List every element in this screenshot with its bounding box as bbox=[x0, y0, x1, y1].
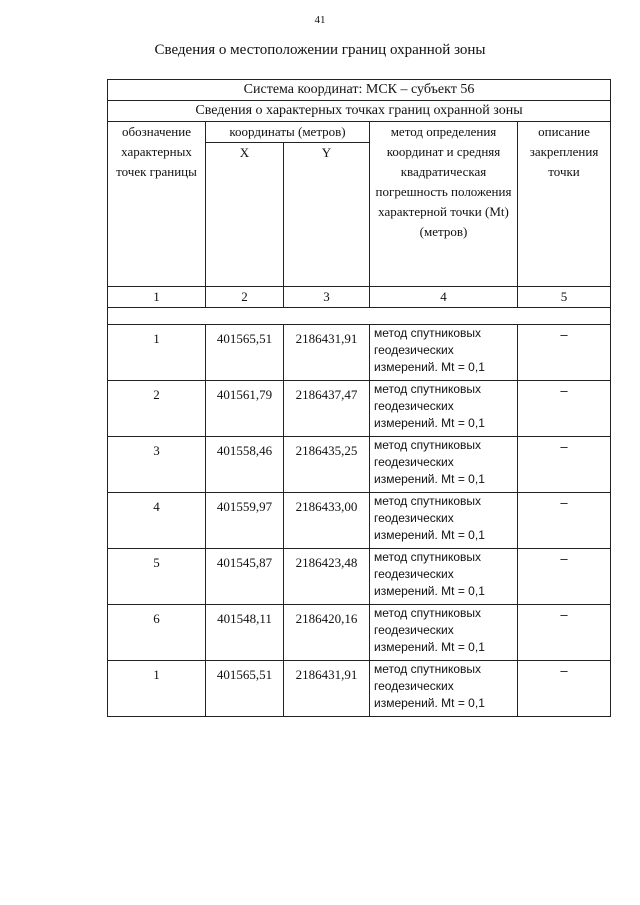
table-row bbox=[108, 493, 611, 549]
description-cell: – bbox=[518, 549, 611, 605]
method-cell: метод спутниковых геодезических измерений. Mt = 0,1 bbox=[370, 549, 518, 605]
y-cell: 2186435,25 bbox=[284, 437, 370, 493]
column-numbers-row bbox=[108, 287, 611, 308]
page-number: 41 bbox=[314, 14, 326, 26]
description-cell: – bbox=[518, 605, 611, 661]
coordinate-system-label: Система координат: МСК – субъект 56 bbox=[108, 80, 611, 101]
header-description: описание закрепления точки bbox=[518, 122, 611, 287]
section-row bbox=[108, 101, 611, 122]
description-cell: – bbox=[518, 493, 611, 549]
x-cell: 401548,11 bbox=[206, 605, 284, 661]
table-row bbox=[108, 549, 611, 605]
column-number: 1 bbox=[108, 287, 206, 308]
y-cell: 2186420,16 bbox=[284, 605, 370, 661]
header-y: Y bbox=[284, 143, 370, 287]
point-cell: 2 bbox=[108, 381, 206, 437]
point-cell: 6 bbox=[108, 605, 206, 661]
x-cell: 401561,79 bbox=[206, 381, 284, 437]
table-row bbox=[108, 437, 611, 493]
x-cell: 401559,97 bbox=[206, 493, 284, 549]
x-cell: 401565,51 bbox=[206, 325, 284, 381]
point-cell: 1 bbox=[108, 325, 206, 381]
coordinates-table bbox=[107, 79, 611, 717]
method-cell: метод спутниковых геодезических измерений. Mt = 0,1 bbox=[370, 493, 518, 549]
point-cell: 4 bbox=[108, 493, 206, 549]
y-cell: 2186431,91 bbox=[284, 325, 370, 381]
table-row bbox=[108, 661, 611, 717]
point-cell: 3 bbox=[108, 437, 206, 493]
column-number: 3 bbox=[284, 287, 370, 308]
coordinate-system-row bbox=[108, 80, 611, 101]
x-cell: 401565,51 bbox=[206, 661, 284, 717]
blank-row bbox=[108, 308, 611, 325]
y-cell: 2186431,91 bbox=[284, 661, 370, 717]
description-cell: – bbox=[518, 381, 611, 437]
method-cell: метод спутниковых геодезических измерений. Mt = 0,1 bbox=[370, 325, 518, 381]
header-x: X bbox=[206, 143, 284, 287]
method-cell: метод спутниковых геодезических измерений. Mt = 0,1 bbox=[370, 437, 518, 493]
x-cell: 401558,46 bbox=[206, 437, 284, 493]
column-number: 4 bbox=[370, 287, 518, 308]
y-cell: 2186433,00 bbox=[284, 493, 370, 549]
column-number: 5 bbox=[518, 287, 611, 308]
point-cell: 5 bbox=[108, 549, 206, 605]
section-label: Сведения о характерных точках границ охранной зоны bbox=[108, 101, 611, 122]
description-cell: – bbox=[518, 325, 611, 381]
header-coordinates: координаты (метров) bbox=[206, 122, 370, 143]
page-title: Сведения о местоположении границ охранной зоны bbox=[154, 42, 486, 58]
table-row bbox=[108, 381, 611, 437]
table-row bbox=[108, 605, 611, 661]
x-cell: 401545,87 bbox=[206, 549, 284, 605]
description-cell: – bbox=[518, 661, 611, 717]
table-row bbox=[108, 325, 611, 381]
method-cell: метод спутниковых геодезических измерений. Mt = 0,1 bbox=[370, 661, 518, 717]
header-row bbox=[108, 122, 611, 143]
header-method: метод определения координат и средняя квадратическая погрешность положения характерной точки (Mt) (метров) bbox=[370, 122, 518, 287]
blank-cell bbox=[108, 308, 611, 325]
column-number: 2 bbox=[206, 287, 284, 308]
description-cell: – bbox=[518, 437, 611, 493]
header-point-designation: обозначение характерных точек границы bbox=[108, 122, 206, 287]
method-cell: метод спутниковых геодезических измерений. Mt = 0,1 bbox=[370, 381, 518, 437]
method-cell: метод спутниковых геодезических измерений. Mt = 0,1 bbox=[370, 605, 518, 661]
y-cell: 2186423,48 bbox=[284, 549, 370, 605]
point-cell: 1 bbox=[108, 661, 206, 717]
y-cell: 2186437,47 bbox=[284, 381, 370, 437]
